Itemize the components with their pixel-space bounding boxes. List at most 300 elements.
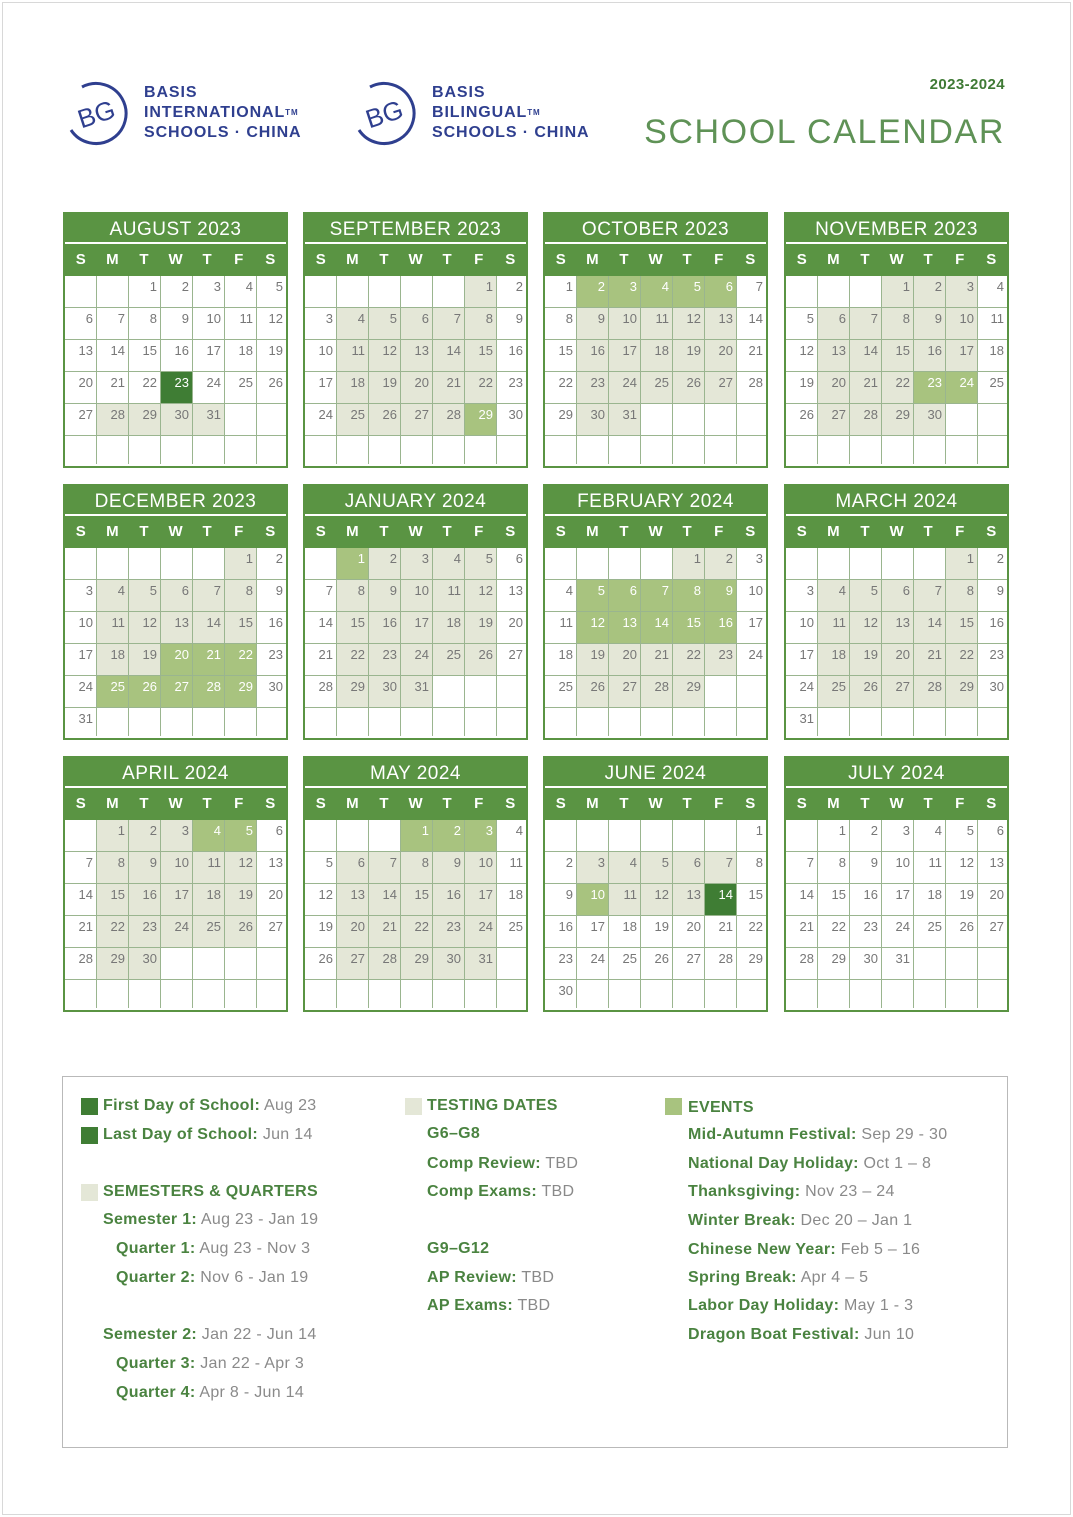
- weekday-label: W: [648, 523, 663, 540]
- events-swatch: [665, 1098, 682, 1115]
- day-cell: 13: [337, 884, 369, 916]
- day-cell: 28: [305, 676, 337, 708]
- empty-cell: [129, 436, 161, 464]
- empty-cell: [465, 980, 497, 1008]
- weekday-label: T: [860, 523, 870, 540]
- day-cell: 23: [978, 644, 1007, 676]
- day-cell: 26: [257, 372, 286, 404]
- weekday-label: W: [889, 251, 904, 268]
- day-cell: 5: [129, 580, 161, 612]
- day-cell: 18: [497, 884, 526, 916]
- day-cell: 13: [401, 340, 433, 372]
- weekday-header: [305, 244, 526, 276]
- day-cell: 14: [65, 884, 97, 916]
- day-cell: 10: [609, 308, 641, 340]
- empty-cell: [369, 980, 401, 1008]
- empty-cell: [786, 436, 818, 464]
- empty-cell: [641, 708, 673, 736]
- empty-cell: [850, 276, 882, 308]
- weekday-label: T: [379, 251, 389, 268]
- empty-cell: [850, 436, 882, 464]
- day-cell: 30: [577, 404, 609, 436]
- day-cell: 1: [545, 276, 577, 308]
- logo-line-1: BASIS: [432, 84, 486, 101]
- month-title: APRIL 2024: [65, 758, 286, 788]
- day-cell: 31: [465, 948, 497, 980]
- day-cell: 20: [705, 340, 737, 372]
- empty-cell: [705, 708, 737, 736]
- quarter-3: Quarter 3: Jan 22 - Apr 3: [116, 1355, 305, 1372]
- day-cell: 4: [545, 580, 577, 612]
- day-cell: 11: [433, 580, 465, 612]
- day-cell: 30: [497, 404, 526, 436]
- weekday-label: T: [619, 523, 629, 540]
- logo-line-1: BASIS: [144, 84, 198, 101]
- weekday-label: M: [346, 795, 359, 812]
- weekday-label: S: [505, 795, 516, 812]
- day-cell: 10: [946, 308, 978, 340]
- empty-cell: [673, 404, 705, 436]
- day-cell: 16: [850, 884, 882, 916]
- weekday-label: T: [202, 251, 212, 268]
- empty-cell: [914, 436, 946, 464]
- weekday-label: M: [346, 523, 359, 540]
- empty-cell: [225, 404, 257, 436]
- semesters-heading: SEMESTERS & QUARTERS: [103, 1183, 318, 1200]
- empty-cell: [97, 980, 129, 1008]
- empty-cell: [737, 676, 766, 708]
- weekday-label: S: [265, 795, 276, 812]
- day-cell: 24: [305, 404, 337, 436]
- day-cell: 14: [850, 340, 882, 372]
- empty-cell: [465, 708, 497, 736]
- day-grid: [305, 276, 526, 464]
- empty-cell: [65, 276, 97, 308]
- day-cell: 28: [737, 372, 766, 404]
- day-cell: 19: [673, 340, 705, 372]
- day-cell: 18: [433, 612, 465, 644]
- empty-cell: [257, 948, 286, 980]
- day-cell: 5: [577, 580, 609, 612]
- day-cell: 13: [705, 308, 737, 340]
- day-cell: 20: [161, 644, 193, 676]
- month-calendar: [63, 484, 288, 740]
- day-cell: 14: [914, 612, 946, 644]
- day-cell: 26: [369, 404, 401, 436]
- weekday-label: T: [442, 523, 452, 540]
- day-cell: 21: [433, 372, 465, 404]
- empty-cell: [882, 708, 914, 736]
- empty-cell: [369, 708, 401, 736]
- day-cell: 6: [818, 308, 850, 340]
- day-cell: 14: [193, 612, 225, 644]
- empty-cell: [225, 980, 257, 1008]
- day-cell: 27: [978, 916, 1007, 948]
- day-cell: 7: [850, 308, 882, 340]
- day-cell: 7: [705, 852, 737, 884]
- month-calendar: [543, 484, 768, 740]
- weekday-label: M: [106, 523, 119, 540]
- day-cell: 23: [577, 372, 609, 404]
- day-cell: 19: [850, 644, 882, 676]
- weekday-label: M: [586, 523, 599, 540]
- empty-cell: [305, 276, 337, 308]
- day-cell: 29: [225, 676, 257, 708]
- day-cell: 12: [225, 852, 257, 884]
- empty-cell: [401, 980, 433, 1008]
- day-cell: 12: [577, 612, 609, 644]
- day-cell: 9: [914, 308, 946, 340]
- day-cell: 16: [497, 340, 526, 372]
- day-cell: 17: [401, 612, 433, 644]
- empty-cell: [497, 948, 526, 980]
- empty-cell: [65, 548, 97, 580]
- legend-last-day: Last Day of School: Jun 14: [103, 1126, 313, 1143]
- day-cell: 9: [257, 580, 286, 612]
- empty-cell: [433, 676, 465, 708]
- event-item: Winter Break: Dec 20 – Jan 1: [688, 1212, 913, 1229]
- day-cell: 21: [641, 644, 673, 676]
- empty-cell: [705, 820, 737, 852]
- day-cell: 4: [818, 580, 850, 612]
- month-title: OCTOBER 2023: [545, 214, 766, 244]
- weekday-header: [65, 244, 286, 276]
- day-cell: 25: [337, 404, 369, 436]
- day-cell: 8: [545, 308, 577, 340]
- day-cell: 6: [65, 308, 97, 340]
- event-item: Labor Day Holiday: May 1 - 3: [688, 1297, 914, 1314]
- day-cell: 6: [401, 308, 433, 340]
- day-cell: 3: [193, 276, 225, 308]
- day-cell: 12: [257, 308, 286, 340]
- weekday-label: M: [827, 251, 840, 268]
- day-cell: 13: [65, 340, 97, 372]
- weekday-label: W: [168, 251, 183, 268]
- weekday-label: T: [202, 523, 212, 540]
- empty-cell: [497, 980, 526, 1008]
- day-cell: 17: [305, 372, 337, 404]
- day-cell: 4: [433, 548, 465, 580]
- day-cell: 4: [193, 820, 225, 852]
- day-cell: 24: [609, 372, 641, 404]
- day-cell: 6: [161, 580, 193, 612]
- empty-cell: [946, 404, 978, 436]
- month-title: FEBRUARY 2024: [545, 486, 766, 516]
- day-cell: 11: [193, 852, 225, 884]
- weekday-label: S: [315, 251, 326, 268]
- day-cell: 30: [161, 404, 193, 436]
- empty-cell: [978, 404, 1007, 436]
- day-cell: 23: [914, 372, 946, 404]
- day-cell: 20: [257, 884, 286, 916]
- day-cell: 2: [545, 852, 577, 884]
- day-cell: 15: [401, 884, 433, 916]
- weekday-label: S: [265, 523, 276, 540]
- empty-cell: [577, 548, 609, 580]
- day-cell: 2: [369, 548, 401, 580]
- empty-cell: [161, 980, 193, 1008]
- day-grid: [786, 276, 1007, 464]
- school-year: 2023-2024: [929, 76, 1005, 93]
- weekday-label: S: [315, 795, 326, 812]
- day-cell: 10: [882, 852, 914, 884]
- day-cell: 31: [882, 948, 914, 980]
- weekday-label: T: [139, 523, 149, 540]
- day-cell: 22: [97, 916, 129, 948]
- comp-review: Comp Review: TBD: [427, 1155, 579, 1172]
- day-cell: 28: [914, 676, 946, 708]
- day-cell: 5: [257, 276, 286, 308]
- empty-cell: [465, 436, 497, 464]
- day-cell: 28: [850, 404, 882, 436]
- day-cell: 20: [673, 916, 705, 948]
- empty-cell: [609, 980, 641, 1008]
- day-cell: 5: [946, 820, 978, 852]
- empty-cell: [786, 548, 818, 580]
- day-cell: 15: [465, 340, 497, 372]
- day-cell: 3: [882, 820, 914, 852]
- day-cell: 17: [609, 340, 641, 372]
- day-cell: 6: [337, 852, 369, 884]
- empty-cell: [609, 708, 641, 736]
- day-cell: 21: [193, 644, 225, 676]
- day-cell: 27: [337, 948, 369, 980]
- month-title: JULY 2024: [786, 758, 1007, 788]
- empty-cell: [65, 820, 97, 852]
- month-title: JANUARY 2024: [305, 486, 526, 516]
- day-cell: 29: [401, 948, 433, 980]
- empty-cell: [641, 820, 673, 852]
- day-cell: 8: [225, 580, 257, 612]
- day-cell: 30: [369, 676, 401, 708]
- day-cell: 8: [882, 308, 914, 340]
- day-cell: 7: [641, 580, 673, 612]
- day-cell: 28: [369, 948, 401, 980]
- day-cell: 21: [65, 916, 97, 948]
- weekday-header: [786, 516, 1007, 548]
- day-cell: 30: [257, 676, 286, 708]
- empty-cell: [914, 548, 946, 580]
- weekday-label: S: [75, 523, 86, 540]
- day-cell: 21: [705, 916, 737, 948]
- day-cell: 18: [914, 884, 946, 916]
- event-item: Dragon Boat Festival: Jun 10: [688, 1326, 915, 1343]
- day-cell: 5: [850, 580, 882, 612]
- empty-cell: [305, 708, 337, 736]
- empty-cell: [97, 548, 129, 580]
- day-cell: 31: [401, 676, 433, 708]
- empty-cell: [737, 708, 766, 736]
- day-cell: 27: [673, 948, 705, 980]
- empty-cell: [850, 980, 882, 1008]
- ap-review: AP Review: TBD: [427, 1269, 555, 1286]
- comp-exams: Comp Exams: TBD: [427, 1183, 575, 1200]
- day-cell: 24: [161, 916, 193, 948]
- day-cell: 20: [497, 612, 526, 644]
- day-cell: 15: [737, 884, 766, 916]
- day-cell: 31: [609, 404, 641, 436]
- empty-cell: [850, 548, 882, 580]
- day-cell: 14: [97, 340, 129, 372]
- weekday-label: T: [202, 795, 212, 812]
- day-cell: 16: [433, 884, 465, 916]
- empty-cell: [882, 980, 914, 1008]
- weekday-label: F: [234, 795, 244, 812]
- weekday-label: F: [955, 523, 965, 540]
- weekday-label: T: [379, 795, 389, 812]
- weekday-label: M: [586, 251, 599, 268]
- day-cell: 30: [433, 948, 465, 980]
- empty-cell: [786, 980, 818, 1008]
- day-cell: 2: [850, 820, 882, 852]
- empty-cell: [433, 980, 465, 1008]
- day-cell: 19: [465, 612, 497, 644]
- empty-cell: [577, 708, 609, 736]
- day-cell: 1: [946, 548, 978, 580]
- weekday-label: F: [714, 523, 724, 540]
- weekday-label: T: [139, 795, 149, 812]
- weekday-label: T: [139, 251, 149, 268]
- day-cell: 31: [65, 708, 97, 736]
- day-cell: 3: [577, 852, 609, 884]
- empty-cell: [193, 436, 225, 464]
- day-cell: 13: [609, 612, 641, 644]
- logo-basis-bilingual: [350, 78, 590, 148]
- day-cell: 19: [129, 644, 161, 676]
- day-cell: 14: [433, 340, 465, 372]
- day-cell: 24: [946, 372, 978, 404]
- day-cell: 12: [786, 340, 818, 372]
- day-cell: 18: [193, 884, 225, 916]
- day-cell: 11: [225, 308, 257, 340]
- day-cell: 5: [225, 820, 257, 852]
- day-cell: 11: [978, 308, 1007, 340]
- day-cell: 20: [882, 644, 914, 676]
- empty-cell: [818, 708, 850, 736]
- day-cell: 29: [97, 948, 129, 980]
- day-cell: 13: [818, 340, 850, 372]
- day-cell: 25: [193, 916, 225, 948]
- day-cell: 4: [978, 276, 1007, 308]
- day-cell: 4: [609, 852, 641, 884]
- weekday-label: F: [474, 795, 484, 812]
- month-title: DECEMBER 2023: [65, 486, 286, 516]
- day-cell: 27: [65, 404, 97, 436]
- day-cell: 28: [433, 404, 465, 436]
- day-cell: 2: [497, 276, 526, 308]
- weekday-label: S: [75, 795, 86, 812]
- weekday-label: T: [442, 795, 452, 812]
- day-cell: 12: [305, 884, 337, 916]
- day-grid: [305, 820, 526, 1008]
- empty-cell: [369, 276, 401, 308]
- day-cell: 25: [433, 644, 465, 676]
- day-cell: 29: [882, 404, 914, 436]
- day-cell: 19: [305, 916, 337, 948]
- day-cell: 15: [545, 340, 577, 372]
- day-cell: 16: [705, 612, 737, 644]
- weekday-label: S: [505, 251, 516, 268]
- testing-group-g9-g12: G9–G12: [427, 1240, 490, 1257]
- day-cell: 7: [369, 852, 401, 884]
- day-cell: 17: [65, 644, 97, 676]
- quarter-4: Quarter 4: Apr 8 - Jun 14: [116, 1384, 305, 1401]
- day-cell: 11: [609, 884, 641, 916]
- day-cell: 3: [161, 820, 193, 852]
- empty-cell: [465, 676, 497, 708]
- month-calendar: [543, 756, 768, 1012]
- empty-cell: [337, 708, 369, 736]
- day-cell: 16: [545, 916, 577, 948]
- empty-cell: [673, 980, 705, 1008]
- day-cell: 23: [129, 916, 161, 948]
- day-cell: 19: [577, 644, 609, 676]
- day-cell: 9: [850, 852, 882, 884]
- logo-basis-international: [62, 78, 302, 148]
- weekday-label: S: [555, 795, 566, 812]
- empty-cell: [705, 436, 737, 464]
- empty-cell: [705, 404, 737, 436]
- day-cell: 26: [946, 916, 978, 948]
- day-cell: 26: [465, 644, 497, 676]
- empty-cell: [673, 436, 705, 464]
- day-cell: 24: [577, 948, 609, 980]
- weekday-label: F: [474, 523, 484, 540]
- weekday-label: T: [860, 251, 870, 268]
- event-item: Spring Break: Apr 4 – 5: [688, 1269, 869, 1286]
- day-cell: 18: [978, 340, 1007, 372]
- empty-cell: [129, 980, 161, 1008]
- day-cell: 10: [161, 852, 193, 884]
- day-cell: 17: [786, 644, 818, 676]
- empty-cell: [497, 436, 526, 464]
- day-cell: 29: [737, 948, 766, 980]
- day-cell: 8: [946, 580, 978, 612]
- day-cell: 3: [305, 308, 337, 340]
- day-cell: 21: [737, 340, 766, 372]
- empty-cell: [946, 980, 978, 1008]
- day-cell: 7: [737, 276, 766, 308]
- day-cell: 25: [545, 676, 577, 708]
- empty-cell: [65, 980, 97, 1008]
- weekday-label: F: [955, 795, 965, 812]
- day-cell: 7: [65, 852, 97, 884]
- day-cell: 15: [673, 612, 705, 644]
- day-cell: 1: [818, 820, 850, 852]
- empty-cell: [193, 980, 225, 1008]
- month-calendar: [784, 756, 1009, 1012]
- day-grid: [65, 820, 286, 1008]
- legend-box: [62, 1076, 1008, 1448]
- day-cell: 21: [786, 916, 818, 948]
- day-cell: 10: [465, 852, 497, 884]
- empty-cell: [818, 436, 850, 464]
- weekday-label: S: [555, 251, 566, 268]
- weekday-label: T: [682, 795, 692, 812]
- day-cell: 1: [225, 548, 257, 580]
- weekday-header: [65, 516, 286, 548]
- empty-cell: [97, 436, 129, 464]
- day-cell: 25: [641, 372, 673, 404]
- day-cell: 14: [641, 612, 673, 644]
- day-cell: 12: [641, 884, 673, 916]
- weekday-label: S: [986, 523, 997, 540]
- day-cell: 4: [914, 820, 946, 852]
- day-cell: 22: [882, 372, 914, 404]
- day-cell: 9: [545, 884, 577, 916]
- logo-text: [144, 83, 302, 143]
- day-cell: 7: [786, 852, 818, 884]
